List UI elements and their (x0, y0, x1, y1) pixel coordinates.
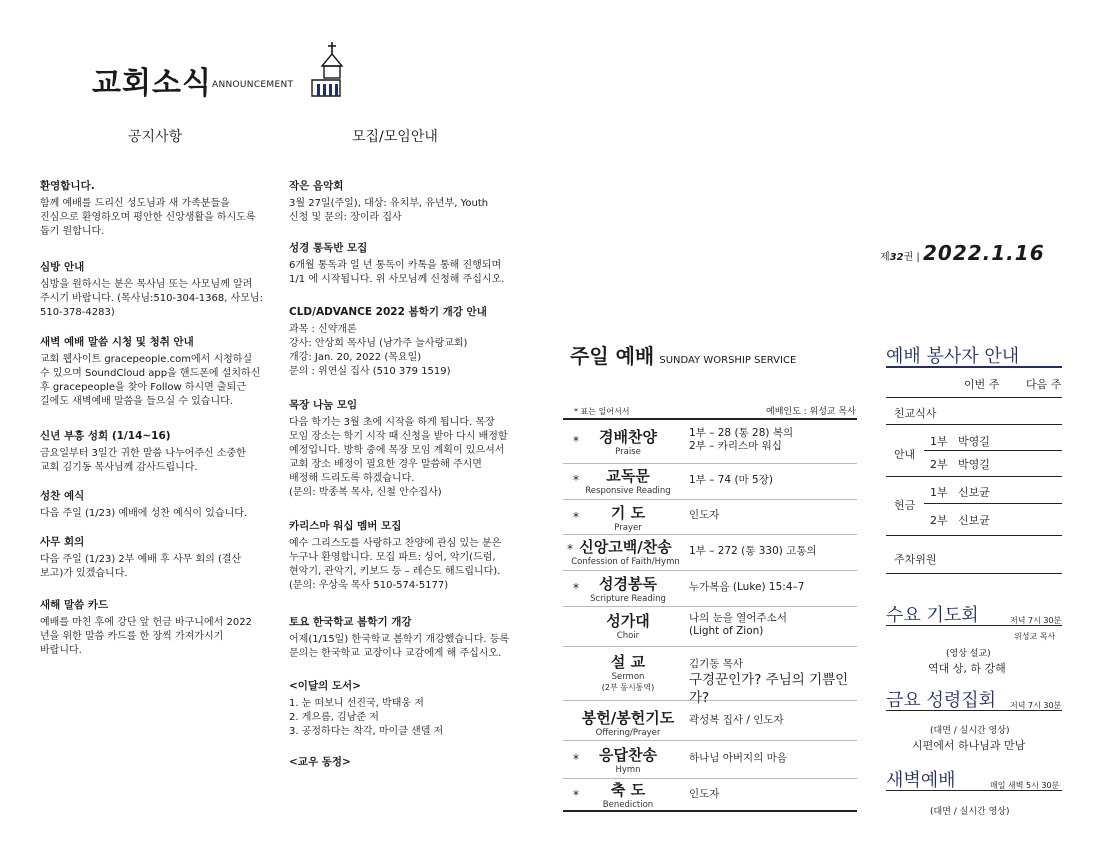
recruit-line: 예정입니다. 방학 중에 목장 모임 계획이 있으셔서 (289, 445, 505, 456)
servants-title: 예배 봉사자 안내 (886, 346, 1020, 367)
order-row-hymn (563, 740, 857, 779)
notice-line: 교회 김기동 목사님께 감사드립니다. (40, 462, 198, 473)
order-label-en: Offering/Prayer (595, 728, 661, 738)
recruit-line: 문의 : 위연실 집사 (510 379 1519) (289, 366, 451, 377)
standing-mark: * (567, 542, 573, 556)
order-content: 인도자 (689, 509, 720, 521)
parking-label: 주차위원 (894, 553, 937, 566)
notice-line: 510-378-4283) (40, 307, 115, 318)
order-row-responsive (563, 461, 857, 500)
order-content: 김기동 목사 (689, 658, 744, 670)
order-label-en: Responsive Reading (585, 486, 671, 496)
notice-line: 함께 예배를 드리신 성도님과 새 가족분들을 (40, 198, 230, 209)
order-content: (Light of Zion) (689, 625, 764, 637)
friday-mode: (대면 / 실시간 영상) (930, 726, 1010, 736)
usher-part1: 1부 (930, 435, 948, 448)
order-row-choir (563, 606, 857, 647)
notice-line: 수 있으며 SoundCloud app을 핸드폰에 설치하신 (40, 368, 261, 379)
recruit-line: 배정해 드리도록 하겠습니다. (289, 473, 415, 484)
recruit-title: 성경 통독반 모집 (289, 242, 368, 254)
order-content: 누가복음 (Luke) 15:4–7 (689, 581, 805, 593)
wednesday-rule (886, 625, 1062, 626)
greeting-label: 친교식사 (894, 407, 937, 420)
recruit-line: (문의: 우상욱 목사 510-574-5177) (289, 580, 449, 591)
notice-line: 길에도 새벽예배 말씀을 들으실 수 있습니다. (40, 396, 233, 407)
friday-rule (886, 710, 1062, 711)
notice-line: 주시기 바랍니다. (목사님:510-304-1368, 사모님: (40, 293, 263, 304)
recruit-title: 카리스마 워십 멤버 모집 (289, 520, 402, 532)
recruit-title: 목장 나눔 모임 (289, 399, 358, 411)
usher-part2: 2부 (930, 458, 948, 471)
servants-header-rule (886, 397, 1062, 398)
order-row-prayer (563, 499, 857, 535)
recruit-4 (289, 397, 517, 500)
notice-line: 다음 주일 (1/23) 2부 예배 후 사무 회의 (결산 (40, 554, 242, 565)
recruit-line: 현악기, 관악기, 키보드 등 – 레슨도 해드립니다). (289, 566, 501, 577)
dawn-time: 매일 새벽 5시 30분 (990, 781, 1060, 790)
recruit-7 (289, 678, 517, 739)
notice-line: 심방을 원하시는 분은 목사님 또는 사모님께 알려 (40, 279, 253, 290)
servants-bottom-rule (886, 573, 1062, 574)
standing-mark: * (573, 752, 579, 766)
servants-title-rule (886, 366, 1062, 368)
notice-line: 돕기 원합니다. (40, 226, 105, 237)
order-content: 1부 – 272 (통 330) 고통의 (689, 545, 817, 557)
next-week-header: 다음 주 (1026, 378, 1062, 391)
notices-heading: 공지사항 (128, 129, 183, 145)
order-row-sermon (563, 646, 857, 706)
order-label: 성경봉독 (599, 575, 657, 593)
notice-4 (40, 428, 268, 475)
order-label-en: Confession of Faith/Hymn (571, 557, 680, 567)
church-icon (308, 40, 344, 98)
order-label-en: Praise (615, 447, 641, 457)
dawn-title: 새벽예배 (886, 770, 956, 791)
order-label: 성가대 (606, 612, 650, 630)
friday-text: 시편에서 하나님과 만남 (912, 739, 1026, 752)
order-label: 봉헌/봉헌기도 (581, 709, 675, 727)
servants-rule (886, 535, 1062, 536)
issue-info (880, 241, 1045, 265)
usher-label: 안내 (894, 448, 916, 461)
notice-title: 성찬 예식 (40, 490, 85, 502)
order-label: 신앙고백/찬송 (579, 538, 672, 556)
recruit-line: (문의: 박종복 목사, 신철 안수집사) (289, 487, 442, 498)
servants-rule (886, 476, 1062, 477)
recruit-line: 신청 및 문의: 장이라 집사 (289, 212, 402, 223)
notice-line: 후 gracepeople을 찾아 Follow 하시면 출퇴근 (40, 382, 246, 393)
recruit-line: 누구나 환영합니다. 모집 파트: 싱어, 악기(드럼, (289, 552, 496, 563)
order-row-offering (563, 700, 857, 741)
offering-part2: 2부 (930, 514, 948, 527)
order-content: 인도자 (689, 788, 720, 800)
notice-2 (40, 259, 268, 320)
order-content: 1부 – 74 (마 5장) (689, 474, 773, 486)
wednesday-text: 역대 상, 하 강해 (928, 662, 1006, 675)
notice-3 (40, 334, 268, 409)
order-content: 곽성복 집사 / 인도자 (689, 714, 784, 726)
recruit-line: 개강: Jan. 20, 2022 (목요일) (289, 352, 422, 363)
order-label-en: Sermon (611, 672, 645, 682)
recruit-title: CLD/ADVANCE 2022 봄학기 개강 안내 (289, 306, 487, 318)
recruit-line: 예수 그리스도를 사랑하고 찬양에 관심 있는 분은 (289, 538, 502, 549)
order-row-confession (563, 534, 857, 571)
standing-mark: * (573, 473, 579, 487)
order-content: 나의 눈을 열어주소서 (689, 612, 787, 624)
notice-5 (40, 488, 268, 521)
recruit-1 (289, 178, 517, 225)
order-label-en: Benediction (602, 800, 654, 810)
recruit-2 (289, 240, 517, 287)
notice-title: 사무 회의 (40, 536, 85, 548)
issue-volume: 32 (889, 252, 904, 263)
servants-rule (886, 424, 1062, 425)
notice-line: 바랍니다. (40, 645, 82, 656)
recruit-6 (289, 614, 517, 661)
worship-title: 주일 예배 (570, 344, 655, 368)
standing-mark: * (573, 581, 579, 595)
notice-line: 금요일부터 3일간 귀한 말씀 나누어주신 소중한 (40, 448, 246, 459)
order-label-en: Scripture Reading (590, 594, 666, 604)
notice-title: 새해 말씀 카드 (40, 599, 109, 611)
recruit-title: 토요 한국학교 봄학기 개강 (289, 616, 412, 628)
notice-line: 보고)가 있겠습니다. (40, 568, 128, 579)
notice-7 (40, 597, 268, 658)
notice-title: 심방 안내 (40, 261, 85, 273)
order-label: 경배찬양 (599, 428, 657, 446)
order-row-benediction (563, 778, 857, 812)
order-label: 설 교 (610, 653, 646, 671)
usher-name-1: 박영길 (958, 435, 990, 448)
notice-line: 예배를 마친 후에 강단 앞 헌금 바구니에서 2022 (40, 617, 252, 628)
offering-name-1: 신보균 (958, 486, 990, 499)
servants-rule (924, 450, 1062, 451)
order-label: 축 도 (610, 781, 646, 799)
issue-prefix: 제 (880, 252, 890, 263)
usher-name-2: 박영길 (958, 458, 990, 471)
standing-mark: * (573, 510, 579, 524)
standing-mark: * (573, 434, 579, 448)
wednesday-leader: 위성교 목사 (1014, 632, 1056, 641)
issue-suffix: 권 | (903, 252, 920, 263)
recruit-line: 모임 장소는 학기 시작 때 신청을 받아 다시 배정할 (289, 431, 508, 442)
recruit-line: 6개월 통독과 일 년 통독이 카톡을 통해 진행되며 (289, 260, 502, 271)
this-week-header: 이번 주 (964, 378, 1000, 391)
recruit-3 (289, 304, 517, 379)
order-row-scripture (563, 570, 857, 607)
order-row-praise (563, 418, 857, 464)
standing-mark: * (573, 788, 579, 802)
notice-line: 진심으로 환영하오며 평안한 신앙생활을 하시도록 (40, 212, 256, 223)
recruit-line: 1/1 에 시작됩니다. 위 사모님께 신청해 주십시오. (289, 274, 505, 285)
issue-date: 2022.1.16 (923, 241, 1045, 265)
wednesday-mode: (영상 설교) (946, 649, 991, 659)
notice-line: 교회 웹사이트 gracepeople.com에서 시청하실 (40, 354, 253, 365)
page-subtitle: ANNOUNCEMENT (212, 80, 294, 90)
wednesday-title: 수요 기도회 (886, 605, 979, 626)
worship-title-en: SUNDAY WORSHIP SERVICE (659, 355, 797, 366)
recruit-line: 교회 장소 배정이 필요한 경우 말씀해 주시면 (289, 459, 482, 470)
standing-note: * 표는 일어서서 (574, 407, 630, 416)
order-label-en: Hymn (615, 765, 641, 775)
recruit-heading: 모집/모임안내 (352, 129, 438, 145)
recruit-title: <이달의 도서> (289, 680, 361, 692)
order-content: 2부 – 카리스마 워십 (689, 440, 782, 452)
recruit-line: 다음 학기는 3월 초에 시작을 하게 됩니다. 목장 (289, 417, 495, 428)
notice-title: 환영합니다. (40, 180, 95, 192)
order-label: 기 도 (610, 504, 646, 522)
recruit-title: 작은 음악회 (289, 180, 344, 192)
recruit-line: 2. 게으름, 김남준 저 (289, 712, 379, 723)
servants-rule (924, 503, 1062, 504)
order-label-en: Prayer (614, 523, 642, 533)
order-label-en: Choir (616, 631, 640, 641)
worship-title-block (570, 340, 796, 369)
friday-time: 저녁 7시 30분 (1010, 701, 1062, 710)
recruit-8 (289, 754, 517, 773)
recruit-line: 문의는 한국학교 교장이나 교감에게 해 주십시오. (289, 648, 502, 659)
notice-6 (40, 534, 268, 581)
recruit-line: 3월 27일(주일), 대상: 유치부, 유년부, Youth (289, 198, 489, 209)
recruit-5 (289, 518, 517, 593)
recruit-line: 강사: 안상희 목사님 (남가주 늘사랑교회) (289, 338, 468, 349)
recruit-line: 3. 공정하다는 착각, 마이클 샌델 저 (289, 726, 444, 737)
recruit-line: 과목 : 신약개론 (289, 324, 357, 335)
order-label: 응답찬송 (599, 746, 657, 764)
offering-part1: 1부 (930, 486, 948, 499)
order-label-sub: (2부 동시통역) (601, 683, 655, 692)
recruit-line: 어제(1/15일) 한국학교 봄학기 개강했습니다. 등록 (289, 634, 510, 645)
order-content: 하나님 아버지의 마음 (689, 752, 787, 764)
dawn-rule (886, 790, 1062, 791)
dawn-mode: (대면 / 실시간 영상) (930, 807, 1010, 817)
offering-name-2: 신보균 (958, 514, 990, 527)
sermon-title: 구경꾼인가? 주님의 기쁨인가? (689, 672, 849, 706)
notice-1 (40, 178, 268, 239)
order-content: 1부 – 28 (통 28) 복의 (689, 427, 794, 439)
notice-line: 다음 주일 (1/23) 예배에 성찬 예식이 있습니다. (40, 508, 248, 519)
wednesday-time: 저녁 7시 30분 (1010, 616, 1062, 625)
offering-label: 헌금 (894, 499, 916, 512)
friday-title: 금요 성령집회 (886, 690, 997, 711)
recruit-title: <교우 동정> (289, 756, 351, 768)
worship-leader: 예배인도 : 위성교 목사 (766, 407, 856, 417)
notice-title: 신년 부흥 성회 (1/14~16) (40, 430, 171, 442)
notice-title: 새벽 예배 말씀 시청 및 청취 안내 (40, 336, 194, 348)
order-label: 교독문 (606, 467, 650, 485)
page-title: 교회소식 (92, 66, 212, 101)
recruit-line: 1. 눈 떠보니 선진국, 박태웅 저 (289, 698, 424, 709)
notice-line: 년을 위한 말씀 카드를 한 장씩 가져가시기 (40, 631, 224, 642)
